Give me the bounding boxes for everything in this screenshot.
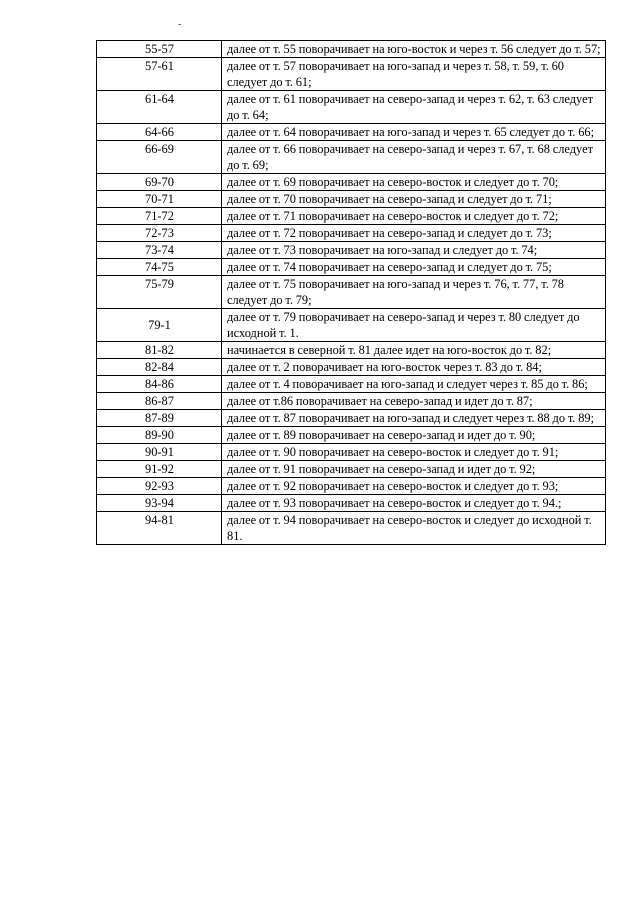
table-row bbox=[97, 191, 606, 208]
table-row bbox=[97, 141, 606, 174]
description-cell: далее от т. 55 поворачивает на юго-восток и через т. 56 следует до т. 57; bbox=[222, 41, 606, 58]
table-row bbox=[97, 41, 606, 58]
boundary-description-table bbox=[96, 40, 606, 545]
table-row bbox=[97, 461, 606, 478]
table-row bbox=[97, 376, 606, 393]
description-cell: начинается в северной т. 81 далее идет на юго-восток до т. 82; bbox=[222, 342, 606, 359]
description-cell: далее от т. 61 поворачивает на северо-запад и через т. 62, т. 63 следует до т. 64; bbox=[222, 91, 606, 124]
table-row bbox=[97, 225, 606, 242]
table-row bbox=[97, 124, 606, 141]
segment-cell: 69-70 bbox=[97, 174, 222, 191]
table-row bbox=[97, 444, 606, 461]
description-cell: далее от т. 74 поворачивает на северо-запад и следует до т. 75; bbox=[222, 259, 606, 276]
table-row bbox=[97, 495, 606, 512]
table-row bbox=[97, 309, 606, 342]
segment-cell: 72-73 bbox=[97, 225, 222, 242]
description-cell: далее от т. 73 поворачивает на юго-запад и следует до т. 74; bbox=[222, 242, 606, 259]
segment-cell: 82-84 bbox=[97, 359, 222, 376]
segment-cell: 93-94 bbox=[97, 495, 222, 512]
table-row bbox=[97, 276, 606, 309]
description-cell: далее от т. 92 поворачивает на северо-восток и следует до т. 93; bbox=[222, 478, 606, 495]
segment-cell: 91-92 bbox=[97, 461, 222, 478]
segment-cell: 75-79 bbox=[97, 276, 222, 309]
segment-cell: 90-91 bbox=[97, 444, 222, 461]
description-cell: далее от т. 89 поворачивает на северо-запад и идет до т. 90; bbox=[222, 427, 606, 444]
description-cell: далее от т. 70 поворачивает на северо-запад и следует до т. 71; bbox=[222, 191, 606, 208]
description-cell: далее от т. 66 поворачивает на северо-запад и через т. 67, т. 68 следует до т. 69; bbox=[222, 141, 606, 174]
table-row bbox=[97, 174, 606, 191]
description-cell: далее от т. 57 поворачивает на юго-запад и через т. 58, т. 59, т. 60 следует до т. 61; bbox=[222, 58, 606, 91]
segment-cell: 89-90 bbox=[97, 427, 222, 444]
table-row bbox=[97, 393, 606, 410]
segment-cell: 64-66 bbox=[97, 124, 222, 141]
description-cell: далее от т. 72 поворачивает на северо-запад и следует до т. 73; bbox=[222, 225, 606, 242]
description-cell: далее от т. 79 поворачивает на северо-запад и через т. 80 следует до исходной т. 1. bbox=[222, 309, 606, 342]
segment-cell: 92-93 bbox=[97, 478, 222, 495]
segment-cell: 94-81 bbox=[97, 512, 222, 545]
table-row bbox=[97, 58, 606, 91]
segment-cell: 74-75 bbox=[97, 259, 222, 276]
segment-cell: 73-74 bbox=[97, 242, 222, 259]
description-cell: далее от т. 64 поворачивает на юго-запад и через т. 65 следует до т. 66; bbox=[222, 124, 606, 141]
segment-cell: 66-69 bbox=[97, 141, 222, 174]
segment-cell: 84-86 bbox=[97, 376, 222, 393]
segment-cell: 86-87 bbox=[97, 393, 222, 410]
table-row bbox=[97, 259, 606, 276]
segment-cell: 87-89 bbox=[97, 410, 222, 427]
table-row bbox=[97, 512, 606, 545]
description-cell: далее от т. 69 поворачивает на северо-восток и следует до т. 70; bbox=[222, 174, 606, 191]
description-cell: далее от т. 71 поворачивает на северо-восток и следует до т. 72; bbox=[222, 208, 606, 225]
segment-cell: 81-82 bbox=[97, 342, 222, 359]
table-row bbox=[97, 427, 606, 444]
table-row bbox=[97, 91, 606, 124]
table-row bbox=[97, 359, 606, 376]
description-cell: далее от т. 90 поворачивает на северо-восток и следует до т. 91; bbox=[222, 444, 606, 461]
description-cell: далее от т. 4 поворачивает на юго-запад и следует через т. 85 до т. 86; bbox=[222, 376, 606, 393]
description-cell: далее от т. 87 поворачивает на юго-запад и следует через т. 88 до т. 89; bbox=[222, 410, 606, 427]
description-cell: далее от т. 91 поворачивает на северо-запад и идет до т. 92; bbox=[222, 461, 606, 478]
description-cell: далее от т.86 поворачивает на северо-запад и идет до т. 87; bbox=[222, 393, 606, 410]
segment-cell: 57-61 bbox=[97, 58, 222, 91]
segment-cell: 79-1 bbox=[97, 309, 222, 342]
segment-cell: 61-64 bbox=[97, 91, 222, 124]
table-row bbox=[97, 478, 606, 495]
description-cell: далее от т. 94 поворачивает на северо-восток и следует до исходной т. 81. bbox=[222, 512, 606, 545]
segment-cell: 70-71 bbox=[97, 191, 222, 208]
table-row bbox=[97, 410, 606, 427]
page-mark: - bbox=[178, 19, 182, 30]
table-row bbox=[97, 242, 606, 259]
table-row bbox=[97, 208, 606, 225]
description-cell: далее от т. 93 поворачивает на северо-восток и следует до т. 94.; bbox=[222, 495, 606, 512]
description-cell: далее от т. 75 поворачивает на юго-запад и через т. 76, т. 77, т. 78 следует до т. 79; bbox=[222, 276, 606, 309]
table-row bbox=[97, 342, 606, 359]
description-cell: далее от т. 2 поворачивает на юго-восток через т. 83 до т. 84; bbox=[222, 359, 606, 376]
segment-cell: 71-72 bbox=[97, 208, 222, 225]
segment-cell: 55-57 bbox=[97, 41, 222, 58]
